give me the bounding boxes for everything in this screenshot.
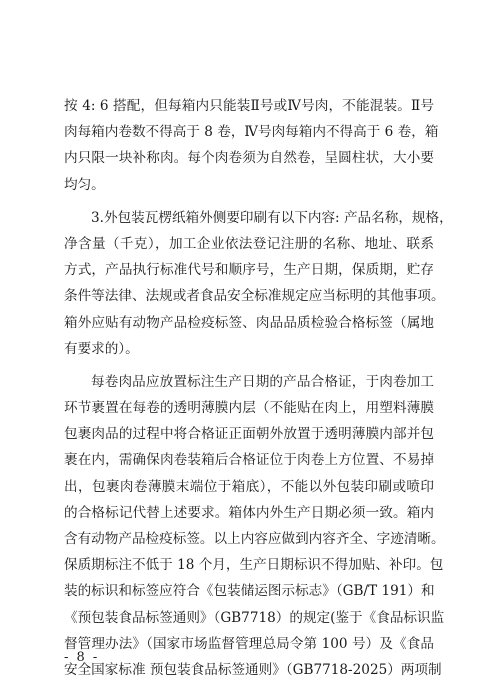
text-line: 装的标识和标签应符合《包装储运图示标志》（GB/T 191）和 xyxy=(64,583,435,600)
text-line: 督管理办法》（国家市场监督管理总局令第 100 号）及《食品 xyxy=(64,635,434,652)
text-line: 肉每箱内卷数不得高于 8 卷，Ⅳ号肉每箱内不得高于 6 卷，箱 xyxy=(64,124,439,141)
text-line: 裹在内，需确保肉卷装箱后合格证位于肉卷上方位置、不易掉 xyxy=(64,452,434,469)
text-line: 含有动物产品检疫标签。以上内容应做到内容齐全、字迹清晰。 xyxy=(64,531,445,547)
text-line: 按 4: 6 搭配，但每箱内只能装Ⅱ号或Ⅳ号肉，不能混装。Ⅱ号 xyxy=(64,98,434,114)
text-line: 的合格标记代替上述要求。箱体内外生产日期必须一致。箱内 xyxy=(64,504,434,521)
body-text xyxy=(64,93,453,683)
text-line: 保质期标注不低于 18 个月，生产日期标识不得加贴、补印。包 xyxy=(64,557,444,574)
text-line: 安全国家标准 预包装食品标签通则》（GB7718-2025）两项制 xyxy=(64,661,442,678)
text-line: 有要求的）。 xyxy=(64,340,139,357)
text-line: 出，包裹肉卷薄膜末端位于箱底），不能以外包装印刷或喷印 xyxy=(64,478,434,495)
text-line: 方式，产品执行标准代号和顺序号，生产日期，保质期，贮存 xyxy=(64,262,434,279)
paragraph-heading-line: 3.外包装瓦楞纸箱外侧要印刷有以下内容: 产品名称，规格， xyxy=(91,209,453,226)
paragraph-start-line: 每卷肉品应放置标注生产日期的产品合格证，于肉卷加工 xyxy=(91,373,434,390)
text-line: 条件等法律、法规或者食品安全标准规定应当标明的其他事项。 xyxy=(64,288,445,305)
text-line: 环节裹置在每卷的透明薄膜内层（不能贴在肉上，用塑料薄膜 xyxy=(64,400,434,417)
text-line: 净含量（千克），加工企业依法登记注册的名称、地址、联系 xyxy=(64,235,434,252)
text-line: 内只限一块补称肉。每个肉卷须为自然卷，呈圆柱状，大小要 xyxy=(64,150,434,167)
page-number: - 8 - xyxy=(64,650,100,665)
text-line: 包裹肉品的过程中将合格证正面朝外放置于透明薄膜内部并包 xyxy=(64,426,434,443)
text-line: 《预包装食品标签通则》（GB7718）的规定(鉴于《食品标识监 xyxy=(64,609,445,626)
text-line: 箱外应贴有动物产品检疫标签、肉品品质检验合格标签（属地 xyxy=(64,314,434,331)
text-line: 均匀。 xyxy=(64,176,105,193)
